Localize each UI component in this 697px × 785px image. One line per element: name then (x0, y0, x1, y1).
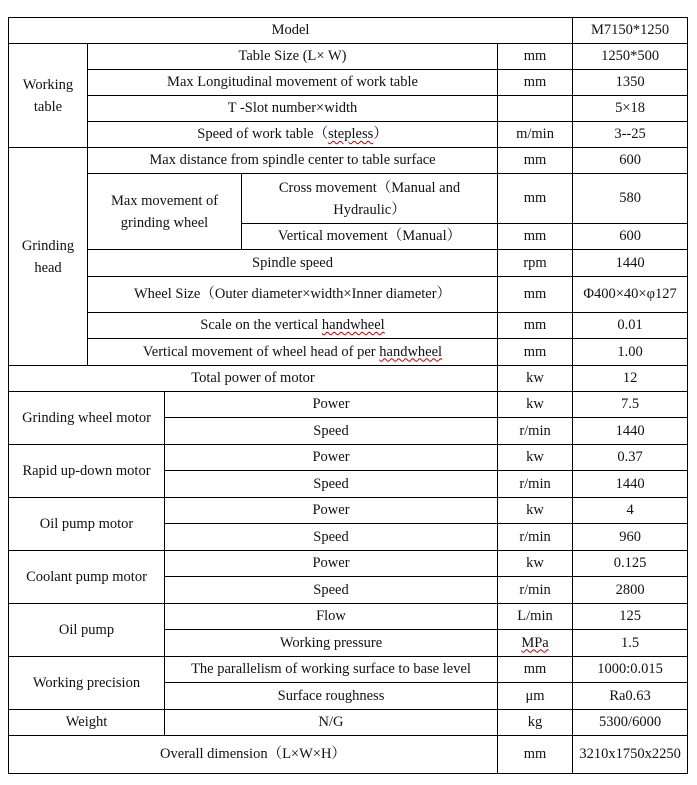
table-row (9, 657, 688, 683)
row-label: Power (165, 498, 498, 524)
motor-name: Oil pump motor (9, 498, 165, 551)
row-label: Spindle speed (88, 250, 498, 277)
model-label: Model (9, 18, 573, 44)
table-row (9, 392, 688, 418)
table-row (9, 250, 688, 277)
row-label: Power (165, 445, 498, 471)
spellcheck-word: stepless (328, 126, 374, 142)
row-value: 7.5 (573, 392, 688, 418)
row-label: The parallelism of working surface to base level (165, 657, 498, 683)
table-row (9, 44, 688, 70)
precision-name: Working precision (9, 657, 165, 710)
row-unit: kg (498, 710, 573, 736)
table-row (9, 313, 688, 339)
table-row (9, 339, 688, 366)
row-unit: mm (498, 224, 573, 250)
motor-name: Rapid up-down motor (9, 445, 165, 498)
row-label: Flow (165, 604, 498, 630)
row-value: 1250*500 (573, 44, 688, 70)
row-unit: mm (498, 339, 573, 366)
row-value: 3210x1750x2250 (573, 736, 688, 774)
row-label: Speed (165, 524, 498, 551)
row-unit: kw (498, 366, 573, 392)
row-value: 1440 (573, 250, 688, 277)
row-label: Vertical movement（Manual） (242, 224, 498, 250)
motor-name: Coolant pump motor (9, 551, 165, 604)
row-unit: mm (498, 70, 573, 96)
working-table-group: Working table (9, 44, 88, 148)
row-label: Surface roughness (165, 683, 498, 710)
row-label: Working pressure (165, 630, 498, 657)
table-row (9, 551, 688, 577)
label-part: ） (373, 126, 388, 142)
row-label: Cross movement（Manual and Hydraulic） (242, 174, 498, 224)
row-label: Wheel Size（Outer diameter×width×Inner diameter） (88, 277, 498, 313)
row-value: 1350 (573, 70, 688, 96)
table-row (9, 445, 688, 471)
model-value: M7150*1250 (573, 18, 688, 44)
row-label: Power (165, 392, 498, 418)
total-power-label: Total power of motor (9, 366, 498, 392)
row-value: Φ400×40×φ127 (573, 277, 688, 313)
table-row (9, 122, 688, 148)
row-label (88, 122, 498, 148)
row-unit: r/min (498, 524, 573, 551)
row-unit: mm (498, 657, 573, 683)
row-label: Speed (165, 471, 498, 498)
weight-label: Weight (9, 710, 165, 736)
row-value: Ra0.63 (573, 683, 688, 710)
row-unit: rpm (498, 250, 573, 277)
row-unit: kw (498, 445, 573, 471)
row-label: Speed (165, 577, 498, 604)
specification-table (8, 17, 688, 774)
table-row (9, 148, 688, 174)
row-unit: r/min (498, 418, 573, 445)
row-unit: r/min (498, 471, 573, 498)
row-value: 1.00 (573, 339, 688, 366)
label-part: Vertical movement of wheel head of per (142, 343, 380, 360)
table-row (9, 174, 688, 224)
row-value: 0.37 (573, 445, 688, 471)
row-unit: m/min (498, 122, 573, 148)
table-row (9, 18, 688, 44)
row-label: Power (165, 551, 498, 577)
row-value: 3--25 (573, 122, 688, 148)
row-value: 1000:0.015 (573, 657, 688, 683)
row-value: 960 (573, 524, 688, 551)
row-unit: mm (498, 44, 573, 70)
row-label: T -Slot number×width (88, 96, 498, 122)
spellcheck-word: MPa (521, 634, 549, 651)
table-row (9, 710, 688, 736)
row-value: 2800 (573, 577, 688, 604)
row-unit (498, 96, 573, 122)
row-value: 1440 (573, 471, 688, 498)
row-value: 4 (573, 498, 688, 524)
row-unit: μm (498, 683, 573, 710)
row-label: Speed (165, 418, 498, 445)
row-unit: mm (498, 174, 573, 224)
table-row (9, 498, 688, 524)
row-value: 580 (573, 174, 688, 224)
spellcheck-word: handwheel (379, 343, 443, 360)
row-value: 1440 (573, 418, 688, 445)
row-unit: mm (498, 148, 573, 174)
row-label: N/G (165, 710, 498, 736)
spellcheck-word: handwheel (321, 317, 385, 333)
row-value: 1.5 (573, 630, 688, 657)
row-unit: kw (498, 498, 573, 524)
row-value: 600 (573, 224, 688, 250)
row-label: Max Longitudinal movement of work table (88, 70, 498, 96)
row-unit: mm (498, 736, 573, 774)
row-label (88, 339, 498, 366)
row-label: Table Size (L× W) (88, 44, 498, 70)
row-value: 125 (573, 604, 688, 630)
row-unit: L/min (498, 604, 573, 630)
row-unit: r/min (498, 577, 573, 604)
motor-name: Grinding wheel motor (9, 392, 165, 445)
table-row (9, 366, 688, 392)
table-row (9, 736, 688, 774)
row-value: 12 (573, 366, 688, 392)
row-value: 0.01 (573, 313, 688, 339)
row-unit: kw (498, 392, 573, 418)
row-value: 0.125 (573, 551, 688, 577)
grinding-wheel-movement-label: Max movement of grinding wheel (88, 174, 242, 250)
row-unit: mm (498, 313, 573, 339)
row-value: 600 (573, 148, 688, 174)
label-part: Speed of work table（ (197, 126, 329, 142)
row-unit (498, 630, 573, 657)
row-unit: mm (498, 277, 573, 313)
dimension-label: Overall dimension（L×W×H） (9, 736, 498, 774)
row-value: 5300/6000 (573, 710, 688, 736)
oil-pump-name: Oil pump (9, 604, 165, 657)
row-label: Max distance from spindle center to table surface (88, 148, 498, 174)
table-row (9, 277, 688, 313)
row-label (88, 313, 498, 339)
table-row (9, 604, 688, 630)
label-part: Scale on the vertical (200, 317, 322, 333)
row-value: 5×18 (573, 96, 688, 122)
table-row (9, 96, 688, 122)
table-row (9, 70, 688, 96)
row-unit: kw (498, 551, 573, 577)
grinding-head-group: Grinding head (9, 148, 88, 366)
